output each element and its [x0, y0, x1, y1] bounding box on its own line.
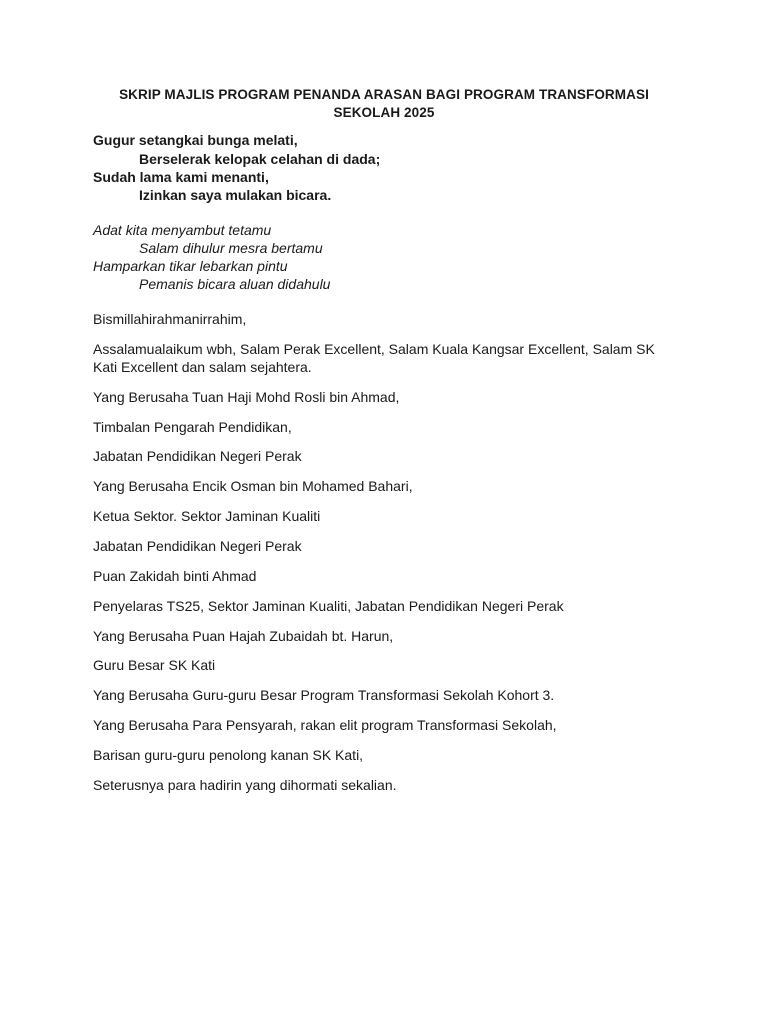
pantun2-line-2: Salam dihulur mesra bertamu — [139, 240, 323, 256]
protocol-line: Timbalan Pengarah Pendidikan, — [93, 419, 292, 435]
document-title-line-1: SKRIP MAJLIS PROGRAM PENANDA ARASAN BAGI PROGRAM TRANSFORMASI — [119, 87, 649, 102]
pantun1-line-2: Berselerak kelopak celahan di dada; — [139, 151, 381, 167]
protocol-line: Ketua Sektor. Sektor Jaminan Kualiti — [93, 508, 321, 524]
salam-line-1: Assalamualaikum wbh, Salam Perak Excellent, Salam Kuala Kangsar Excellent, Salam SK — [93, 341, 655, 357]
protocol-line: Puan Zakidah binti Ahmad — [93, 568, 257, 584]
protocol-line: Yang Berusaha Tuan Haji Mohd Rosli bin Ahmad, — [93, 389, 400, 405]
protocol-line: Yang Berusaha Guru-guru Besar Program Transformasi Sekolah Kohort 3. — [93, 687, 555, 703]
protocol-line: Seterusnya para hadirin yang dihormati sekalian. — [93, 777, 397, 793]
pantun2-line-1: Adat kita menyambut tetamu — [93, 222, 272, 238]
protocol-line: Yang Berusaha Encik Osman bin Mohamed Bahari, — [93, 478, 413, 494]
greeting-text: Bismillahirahmanirrahim, — [93, 311, 247, 327]
protocol-line: Yang Berusaha Para Pensyarah, rakan elit program Transformasi Sekolah, — [93, 717, 557, 733]
protocol-line: Penyelaras TS25, Sektor Jaminan Kualiti, Jabatan Pendidikan Negeri Perak — [93, 598, 564, 614]
pantun1-line-3: Sudah lama kami menanti, — [93, 169, 269, 185]
protocol-line: Yang Berusaha Puan Hajah Zubaidah bt. Harun, — [93, 628, 394, 644]
protocol-line: Guru Besar SK Kati — [93, 657, 216, 673]
protocol-line: Jabatan Pendidikan Negeri Perak — [93, 538, 302, 554]
pantun2-line-3: Hamparkan tikar lebarkan pintu — [93, 258, 288, 274]
protocol-line: Jabatan Pendidikan Negeri Perak — [93, 448, 302, 464]
protocol-line: Barisan guru-guru penolong kanan SK Kati, — [93, 747, 364, 763]
document-title-line-2: SEKOLAH 2025 — [333, 105, 435, 120]
pantun1-line-4: Izinkan saya mulakan bicara. — [139, 187, 332, 203]
pantun1-line-1: Gugur setangkai bunga melati, — [93, 132, 298, 148]
salam-line-2: Kati Excellent dan salam sejahtera. — [93, 359, 312, 375]
pantun2-line-4: Pemanis bicara aluan didahulu — [139, 276, 331, 292]
